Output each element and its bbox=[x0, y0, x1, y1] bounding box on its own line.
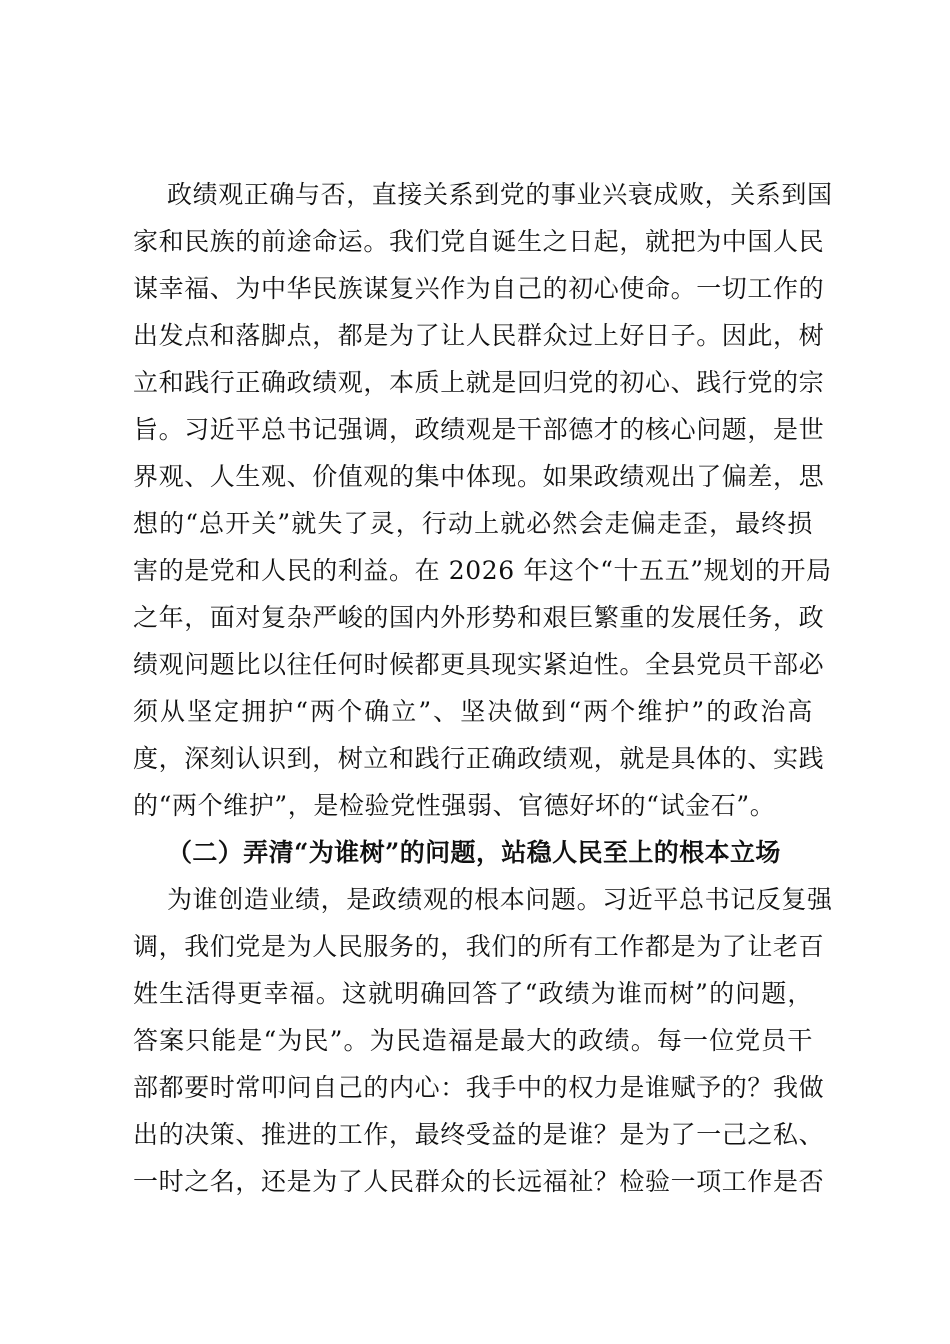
paragraph-1 bbox=[133, 171, 833, 829]
text-line: 立和践行正确政绩观，本质上就是回归党的初心、践行党的宗 bbox=[133, 368, 825, 397]
text-line: 姓生活得更幸福。这就明确回答了“政绩为谁而树”的问题， bbox=[133, 979, 813, 1008]
text-line: 想的“总开关”就失了灵，行动上就必然会走偏走歪，最终损 bbox=[133, 509, 813, 538]
text-line: 部都要时常叩问自己的内心：我手中的权力是谁赋予的？我做 bbox=[133, 1073, 825, 1102]
text-line: 家和民族的前途命运。我们党自诞生之日起，就把为中国人民 bbox=[133, 227, 825, 256]
text-line: 谋幸福、为中华民族谋复兴作为自己的初心使命。一切工作的 bbox=[133, 274, 825, 303]
text-line: 出的决策、推进的工作，最终受益的是谁？是为了一己之私、 bbox=[133, 1120, 825, 1149]
text-line: 绩观问题比以往任何时候都更具现实紧迫性。全县党员干部必 bbox=[133, 650, 825, 679]
paragraph-2 bbox=[133, 876, 833, 1205]
text-line: 的“两个维护”，是检验党性强弱、官德好坏的“试金石”。 bbox=[133, 791, 776, 820]
text-line: 须从坚定拥护“两个确立”、坚决做到“两个维护”的政治高 bbox=[133, 697, 813, 726]
text-line: 旨。习近平总书记强调，政绩观是干部德才的核心问题，是世 bbox=[133, 415, 825, 444]
text-line: 之年，面对复杂严峻的国内外形势和艰巨繁重的发展任务，政 bbox=[133, 603, 825, 632]
text-line: 度，深刻认识到，树立和践行正确政绩观，就是具体的、实践 bbox=[133, 744, 825, 773]
text-line: 一时之名，还是为了人民群众的长远福祉？检验一项工作是否 bbox=[133, 1167, 825, 1196]
text-line: 出发点和落脚点，都是为了让人民群众过上好日子。因此，树 bbox=[133, 321, 825, 350]
text-line: 界观、人生观、价值观的集中体现。如果政绩观出了偏差，思 bbox=[133, 462, 825, 491]
document-body bbox=[133, 171, 833, 1205]
section-heading: （二）弄清“为谁树”的问题，站稳人民至上的根本立场 bbox=[167, 838, 781, 867]
text-line: 调，我们党是为人民服务的，我们的所有工作都是为了让老百 bbox=[133, 932, 825, 961]
text-line: 害的是党和人民的利益。在 2026 年这个“十五五”规划的开局 bbox=[133, 556, 832, 585]
text-line: 为谁创造业绩，是政绩观的根本问题。习近平总书记反复强 bbox=[167, 885, 833, 914]
text-line: 政绩观正确与否，直接关系到党的事业兴衰成败，关系到国 bbox=[167, 180, 833, 209]
text-line: 答案只能是“为民”。为民造福是最大的政绩。每一位党员干 bbox=[133, 1026, 813, 1055]
